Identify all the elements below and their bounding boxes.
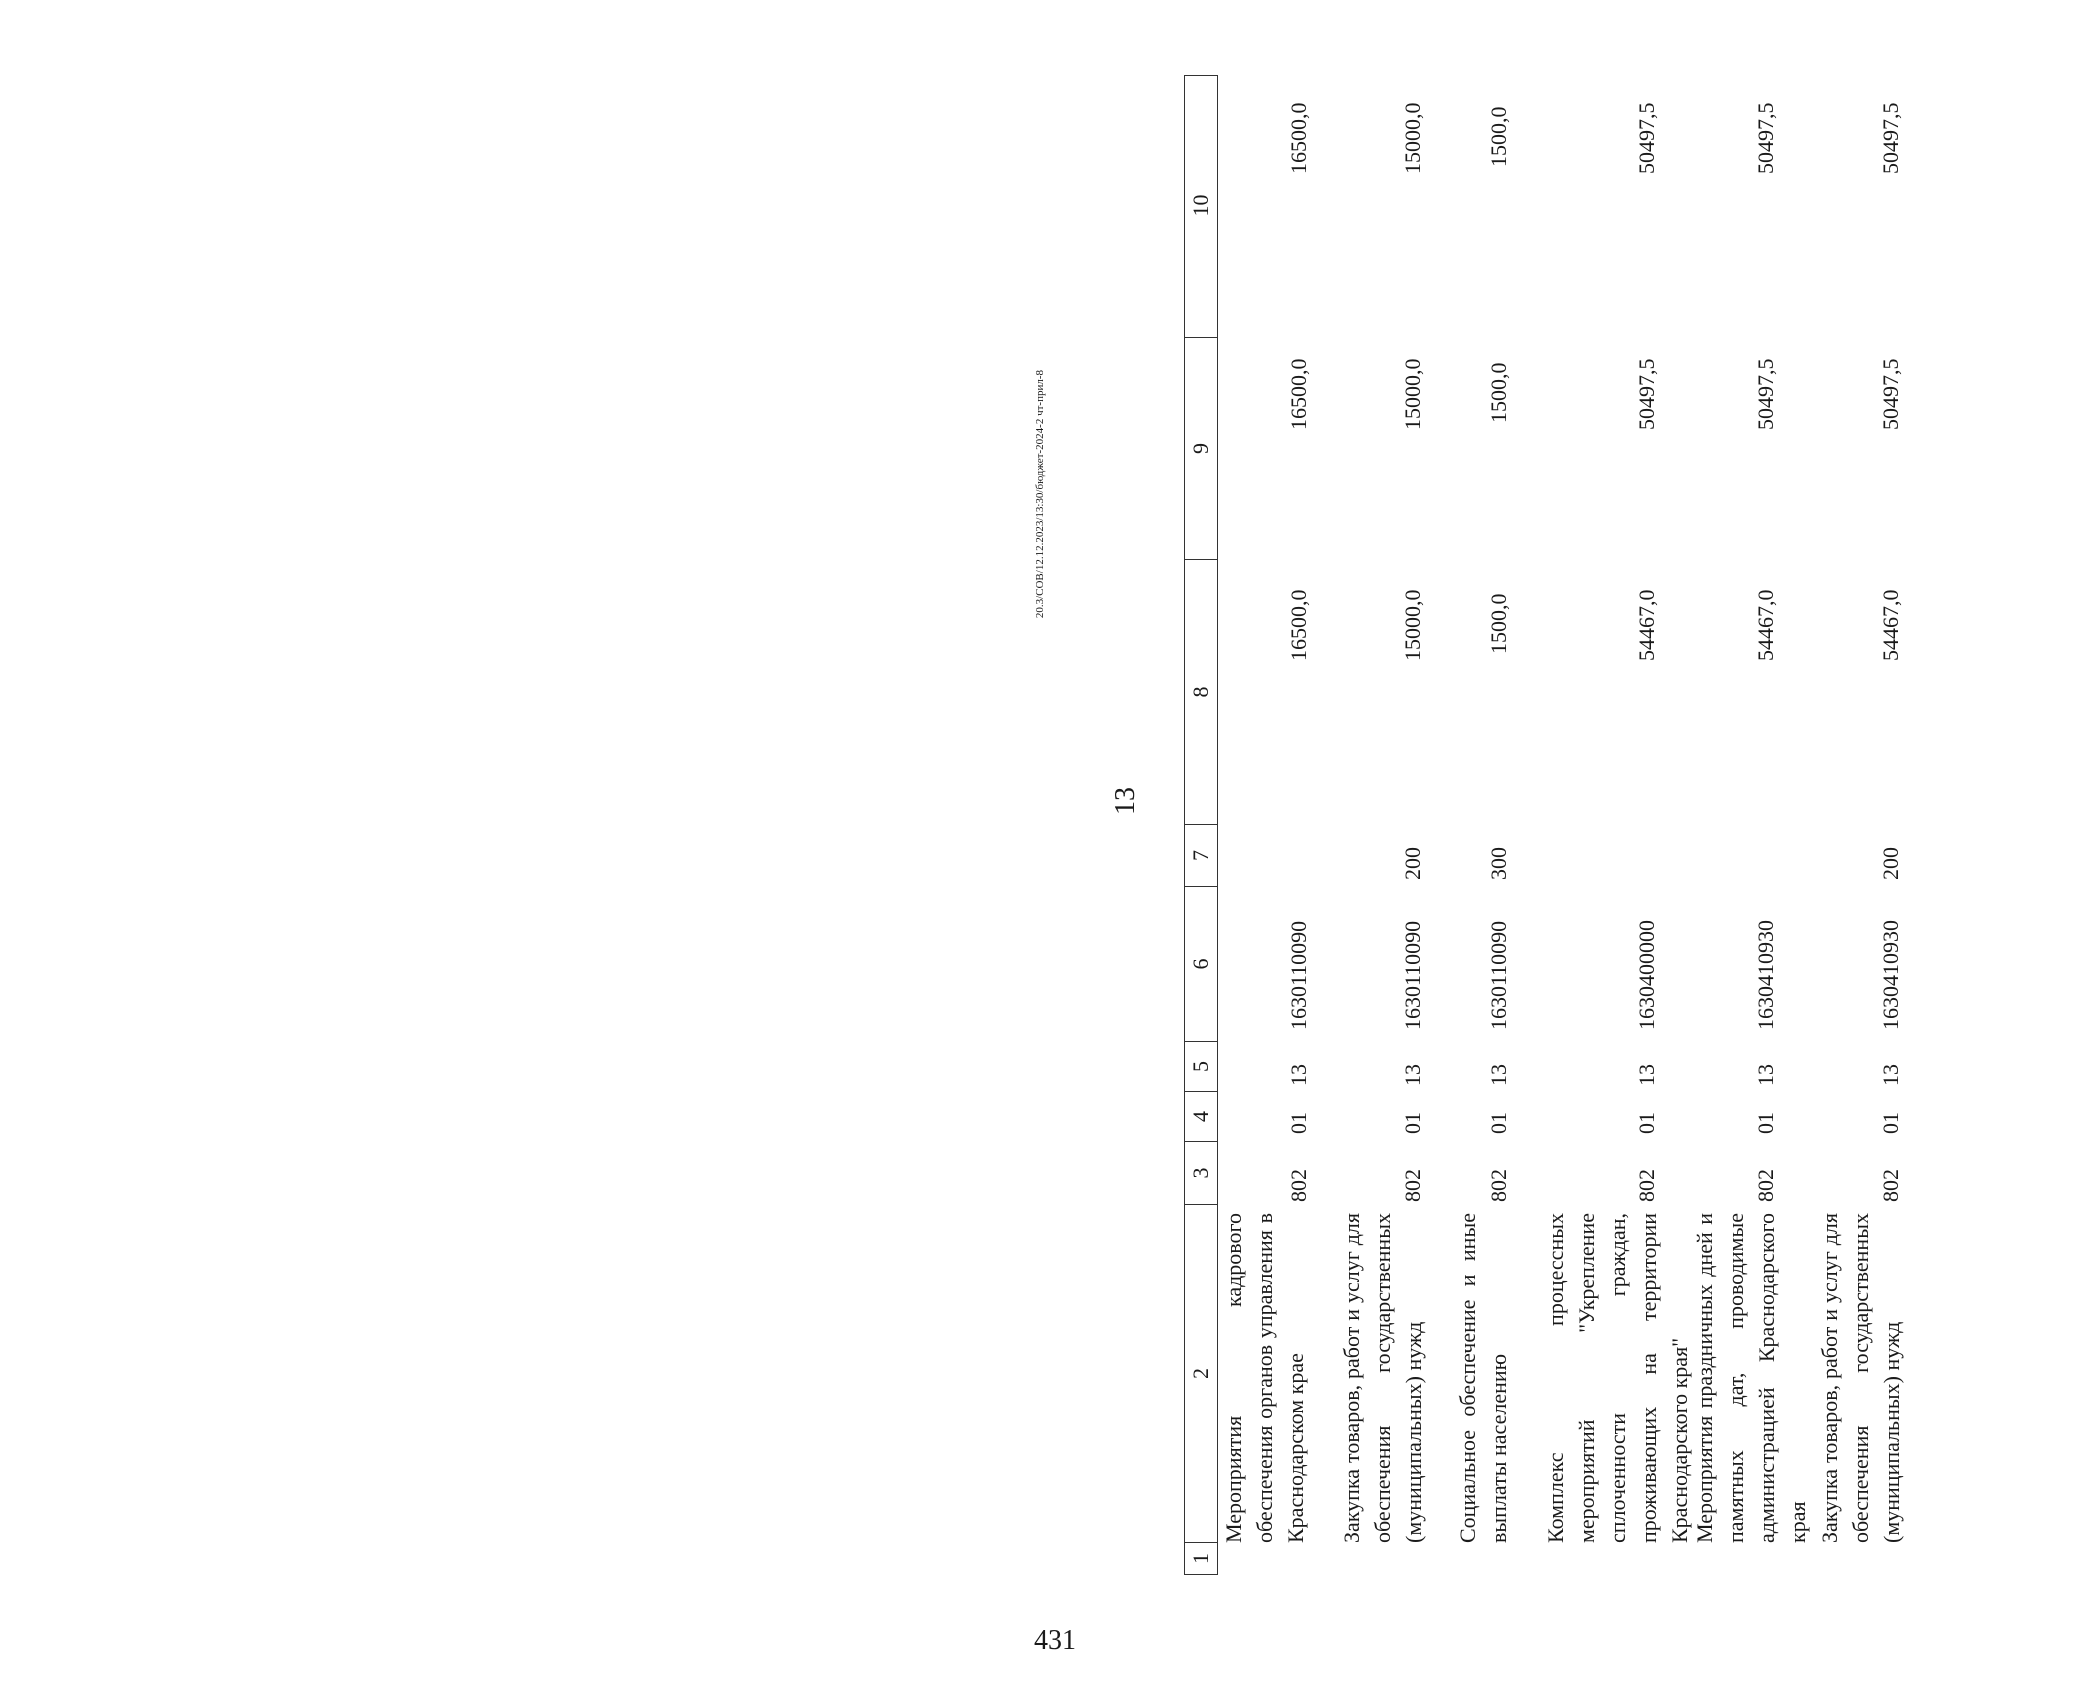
cell-c5: 13 <box>1878 1064 1903 1086</box>
cell-c4: 01 <box>1286 1112 1311 1134</box>
cell-c6: 1630400000 <box>1634 920 1659 1030</box>
cell-c3: 802 <box>1286 1169 1311 1202</box>
cell-c8: 16500,0 <box>1286 589 1311 661</box>
cell-c4: 01 <box>1878 1112 1903 1134</box>
cell-c10: 50497,5 <box>1878 102 1903 174</box>
rotated-page <box>1100 75 2100 1575</box>
cell-c3: 802 <box>1400 1169 1425 1202</box>
cell-c10: 16500,0 <box>1286 102 1311 174</box>
header-cell-1: 1 <box>1185 1542 1217 1574</box>
cell-c5: 13 <box>1400 1064 1425 1086</box>
header-cell-7: 7 <box>1185 824 1217 886</box>
cell-c4: 01 <box>1634 1112 1659 1134</box>
row-name: Закупка товаров, работ и услуг для обеспечения государственных (муниципальных) нужд <box>1817 1213 1904 1543</box>
cell-c10: 50497,5 <box>1753 102 1778 174</box>
cell-c3: 802 <box>1486 1169 1511 1202</box>
cell-c9: 50497,5 <box>1753 358 1778 430</box>
header-cell-10: 10 <box>1188 194 1213 217</box>
page-number-top: 13 <box>1110 787 1141 815</box>
cell-c8: 1500,0 <box>1486 593 1511 654</box>
page-number-bottom: 431 <box>1034 1625 1076 1656</box>
cell-c5: 13 <box>1634 1064 1659 1086</box>
cell-c3: 802 <box>1753 1169 1778 1202</box>
header-cell-4: 4 <box>1185 1091 1217 1141</box>
cell-c5: 13 <box>1286 1064 1311 1086</box>
row-name: Социальное обеспечение и иные выплаты населению <box>1455 1213 1511 1543</box>
cell-c4: 01 <box>1486 1112 1511 1134</box>
header-cell-3: 3 <box>1185 1141 1217 1204</box>
cell-c7: 200 <box>1400 847 1425 880</box>
cell-c6: 1630410930 <box>1753 920 1778 1030</box>
cell-c7: 200 <box>1878 847 1903 880</box>
cell-c6: 1630110090 <box>1400 920 1425 1030</box>
cell-c9: 50497,5 <box>1634 358 1659 430</box>
row-name: Мероприятия праздничных дней и памятных дат, проводимые администрацией Краснодарского края <box>1692 1213 1810 1543</box>
cell-c8: 54467,0 <box>1753 589 1778 661</box>
cell-c5: 13 <box>1486 1064 1511 1086</box>
header-cell-6: 6 <box>1185 886 1217 1041</box>
cell-c6: 1630110090 <box>1486 920 1511 1030</box>
cell-c9: 15000,0 <box>1400 358 1425 430</box>
cell-c10: 50497,5 <box>1634 102 1659 174</box>
row-name: Закупка товаров, работ и услуг для обеспечения государственных (муниципальных) нужд <box>1339 1213 1426 1543</box>
cell-c4: 01 <box>1753 1112 1778 1134</box>
cell-c8: 54467,0 <box>1634 589 1659 661</box>
cell-c9: 50497,5 <box>1878 358 1903 430</box>
cell-c8: 15000,0 <box>1400 589 1425 661</box>
cell-c6: 1630410930 <box>1878 920 1903 1030</box>
cell-c6: 1630110090 <box>1286 920 1311 1030</box>
header-cell-5: 5 <box>1185 1041 1217 1091</box>
header-cell-8: 8 <box>1185 559 1217 824</box>
cell-c10: 1500,0 <box>1486 106 1511 167</box>
cell-c3: 802 <box>1878 1169 1903 1202</box>
row-name: Мероприятия кадрового обеспечения органов управления в Краснодарском крае <box>1221 1213 1308 1543</box>
cell-c7: 300 <box>1486 847 1511 880</box>
cell-c10: 15000,0 <box>1400 102 1425 174</box>
cell-c9: 1500,0 <box>1486 362 1511 423</box>
cell-c5: 13 <box>1753 1064 1778 1086</box>
file-code: 20.3/СОВ/12.12.2023/13:30/бюджет-2024-2 чт-прил-8 <box>1034 370 1046 619</box>
header-cell-2: 2 <box>1185 1204 1217 1542</box>
header-cell-9: 9 <box>1185 337 1217 559</box>
cell-c4: 01 <box>1400 1112 1425 1134</box>
row-name: Комплекс процессных мероприятий "Укрепление сплоченности граждан, проживающих на территории Краснодарского края" <box>1543 1213 1692 1543</box>
cell-c8: 54467,0 <box>1878 589 1903 661</box>
table-header-row <box>1184 75 1218 1575</box>
cell-c3: 802 <box>1634 1169 1659 1202</box>
cell-c9: 16500,0 <box>1286 358 1311 430</box>
